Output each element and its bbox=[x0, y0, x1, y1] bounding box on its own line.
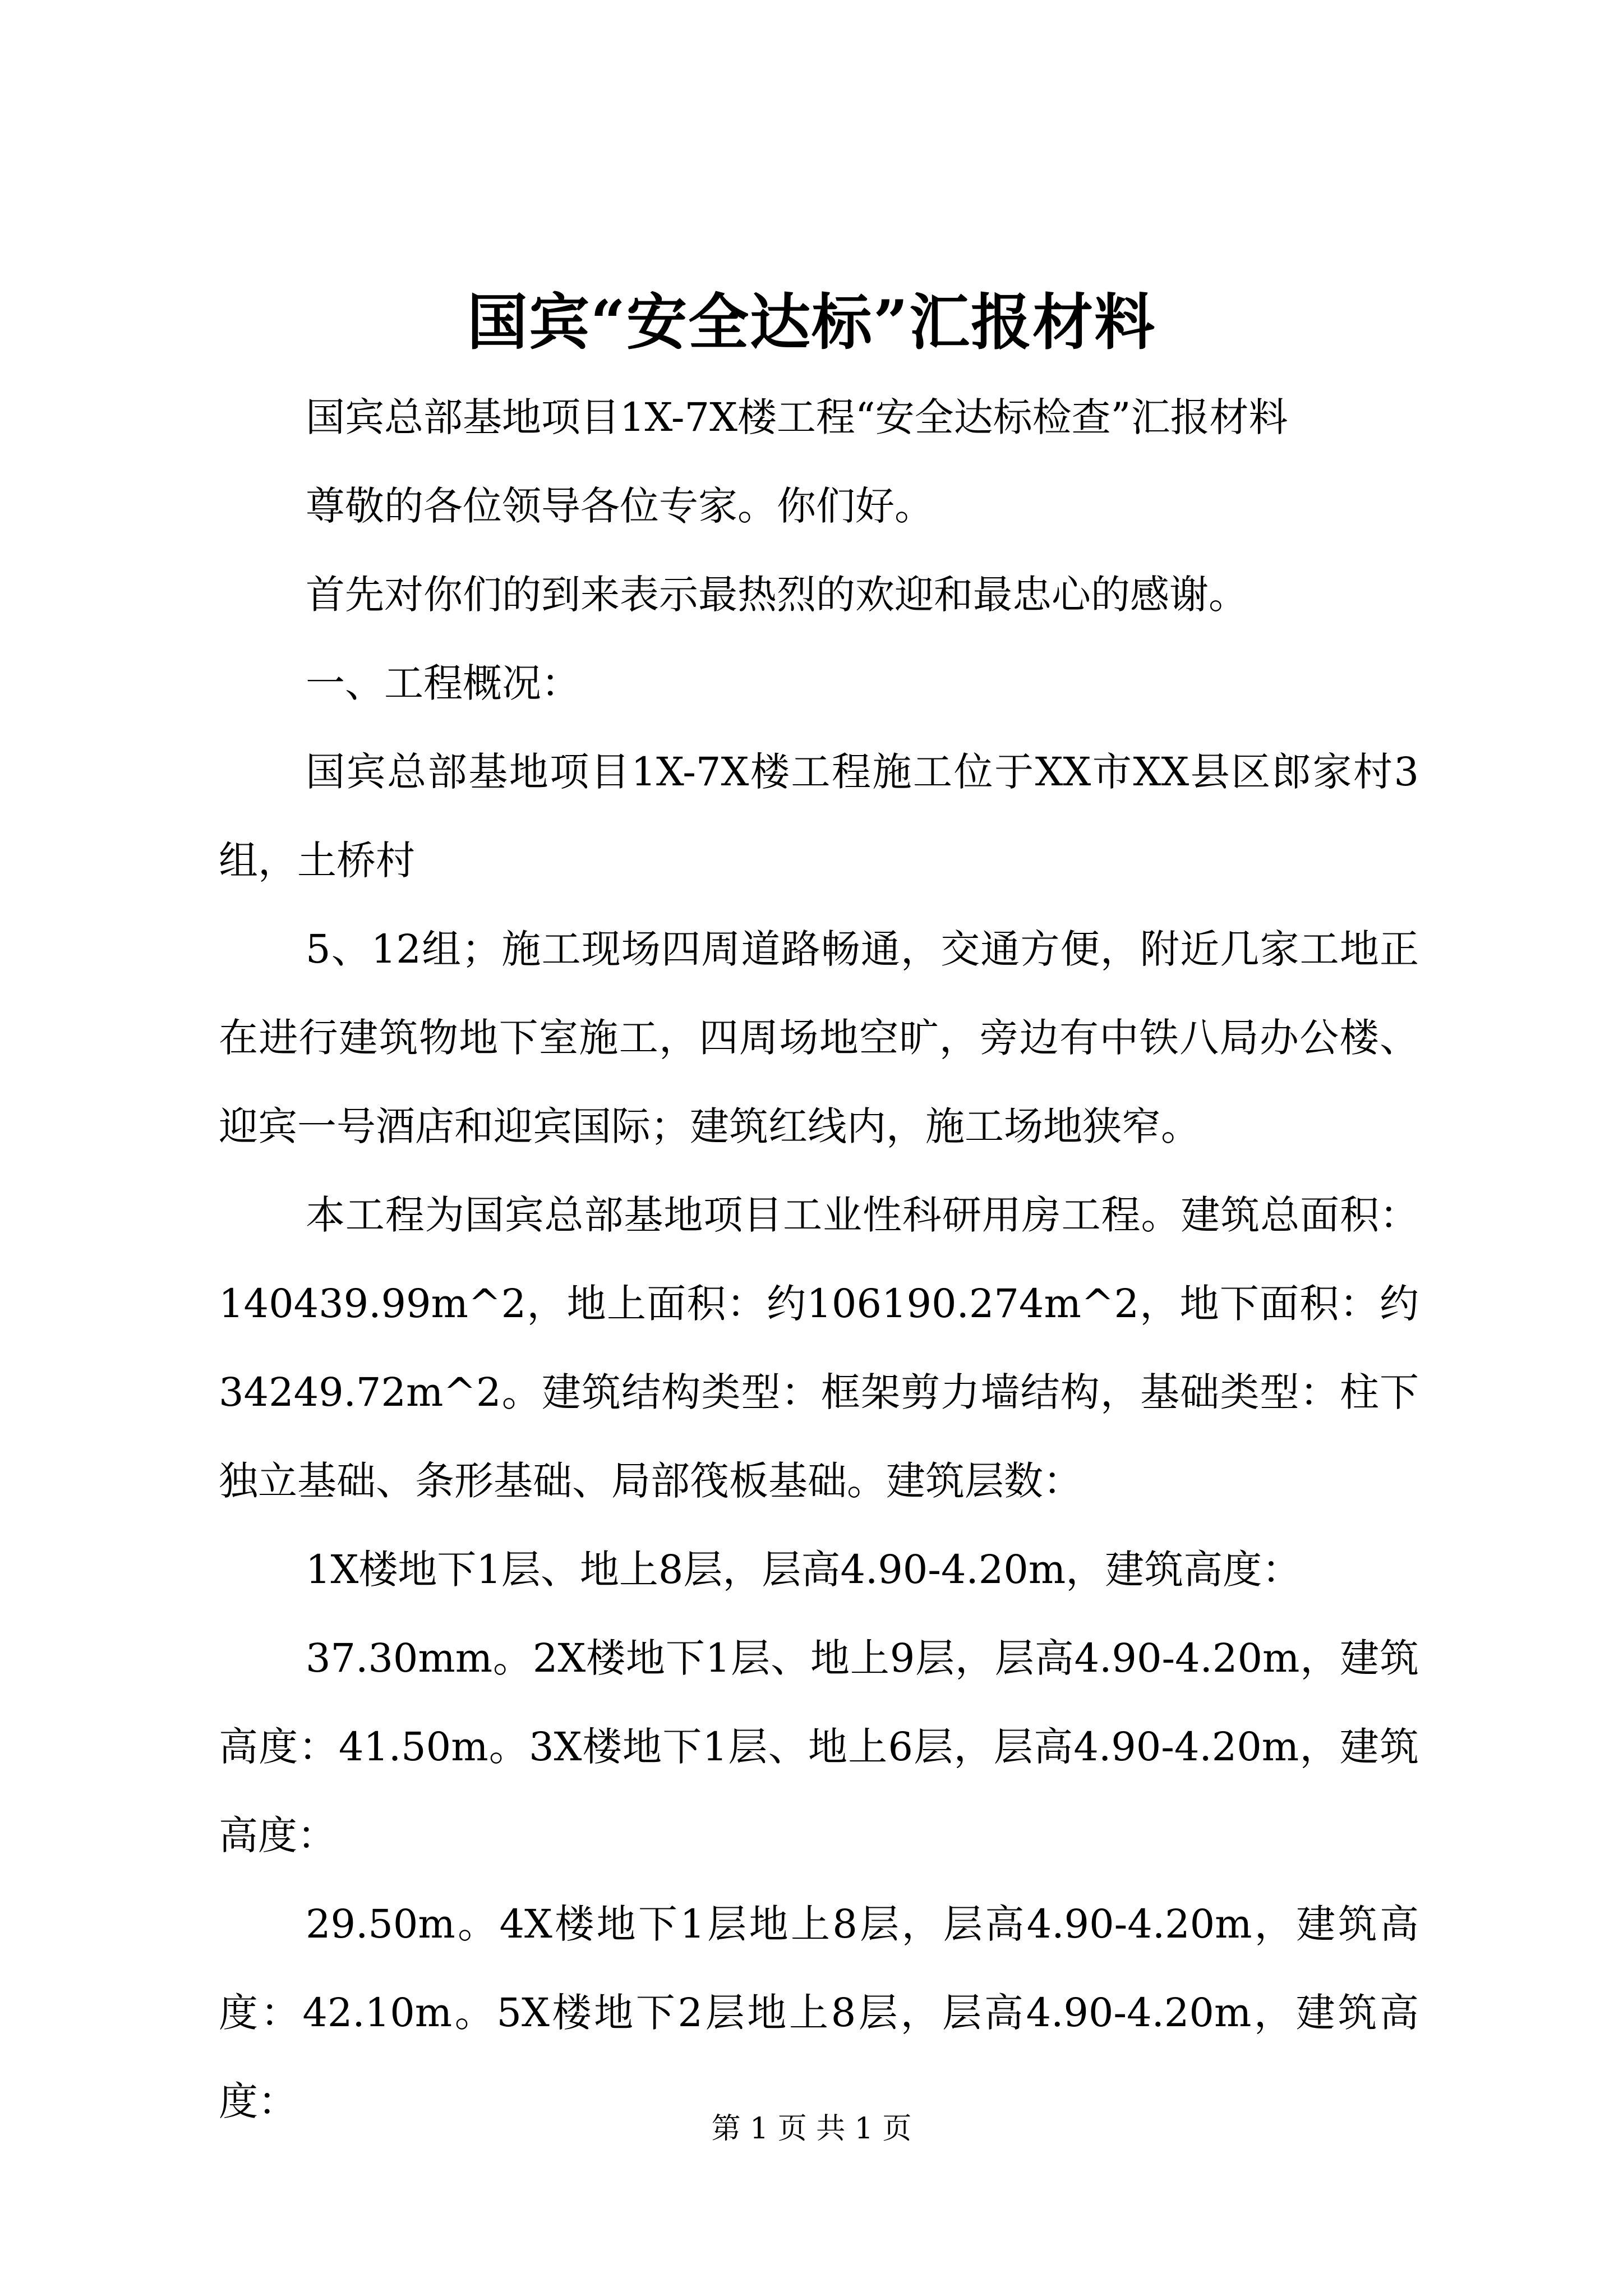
paragraph-building-1x: 1X楼地下1层、地上8层，层高4.90-4.20m，建筑高度： bbox=[306, 1547, 1302, 1593]
section-heading-overview: 一、工程概况： bbox=[306, 660, 580, 706]
document-title: 国宾“安全达标”汇报材料 bbox=[467, 287, 1156, 358]
paragraph-building-4x-5x: 29.50m。4X楼地下1层地上8层，层高4.90-4.20m，建筑高度：42.10m。5X楼地下2层地上8层，层高4.90-4.20m，建筑高度： bbox=[219, 1901, 1419, 2124]
paragraph-heading-line: 国宾总部基地项目1X-7X楼工程“安全达标检查”汇报材料 bbox=[306, 394, 1288, 440]
paragraph-building-2x-3x: 37.30mm。2X楼地下1层、地上9层，层高4.90-4.20m，建筑高度：41.50m。3X楼地下1层、地上6层，层高4.90-4.20m，建筑高度： bbox=[219, 1635, 1419, 1858]
page-footer: 第 1 页 共 1 页 bbox=[711, 2112, 912, 2146]
paragraph-location: 国宾总部基地项目1X-7X楼工程施工位于XX市XX县区郎家村3组，土桥村 bbox=[219, 749, 1419, 884]
paragraph-greeting: 尊敬的各位领导各位专家。你们好。 bbox=[306, 483, 934, 529]
document-body bbox=[219, 373, 1419, 2146]
paragraph-welcome: 首先对你们的到来表示最热烈的欢迎和最忠心的感谢。 bbox=[306, 572, 1248, 618]
paragraph-site: 5、12组；施工现场四周道路畅通，交通方便，附近几家工地正在进行建筑物地下室施工，四周场地空旷，旁边有中铁八局办公楼、迎宾一号酒店和迎宾国际；建筑红线内，施工场地狭窄。 bbox=[219, 926, 1419, 1149]
paragraph-area: 本工程为国宾总部基地项目工业性科研用房工程。建筑总面积：140439.99m^2，地上面积：约106190.274m^2，地下面积：约34249.72m^2。建筑结构类型：框架剪力墙结构，基础类型：柱下独立基础、条形基础、局部筏板基础。建筑层数： bbox=[219, 1192, 1419, 1504]
